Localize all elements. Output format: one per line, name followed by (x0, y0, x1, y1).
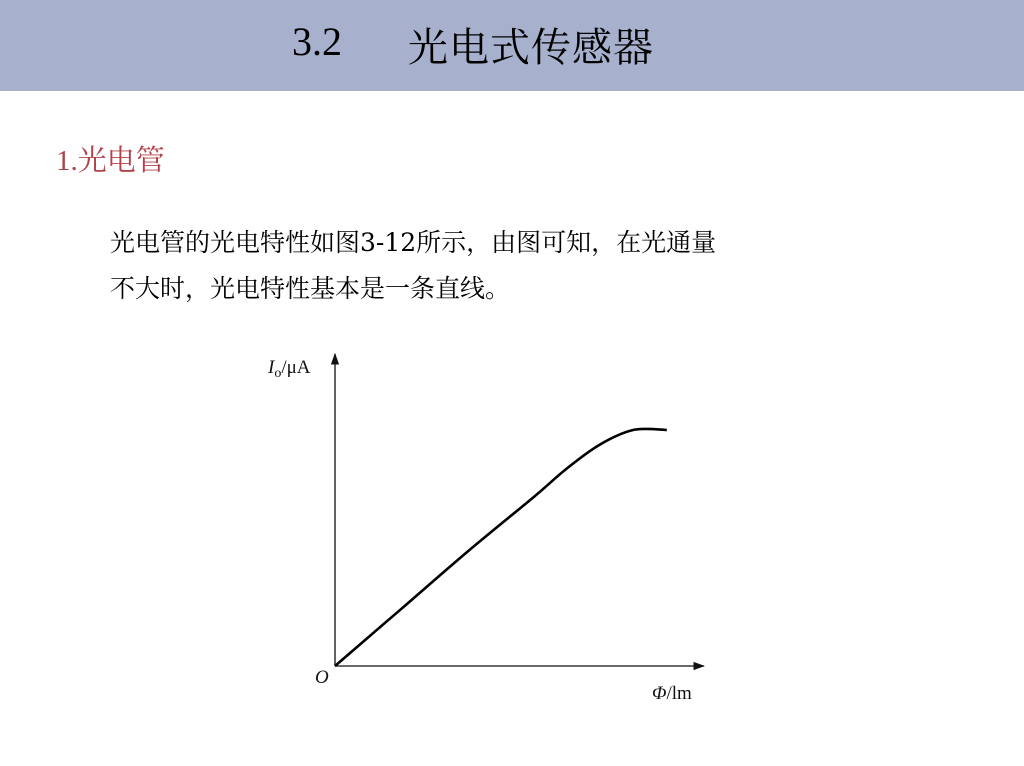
x-axis-label (652, 683, 692, 704)
y-axis-unit: /μA (281, 357, 311, 378)
x-axis-symbol: Φ (652, 683, 667, 704)
origin-label: O (315, 667, 329, 688)
y-axis-subscript: o (274, 366, 282, 381)
x-axis-unit: /lm (666, 683, 692, 704)
section-number: 3.2 (292, 19, 342, 64)
slide-title: 光电式传感器 (408, 25, 654, 71)
body-line-1: 光电管的光电特性如图3-12所示，由图可知，在光通量 (110, 228, 717, 257)
y-axis-label (267, 357, 311, 381)
section-heading: 1.光电管 (56, 145, 165, 177)
body-line-2: 不大时，光电特性基本是一条直线。 (110, 274, 511, 303)
y-axis-symbol: I (268, 357, 275, 378)
photoelectric-characteristic-curve (335, 429, 667, 666)
